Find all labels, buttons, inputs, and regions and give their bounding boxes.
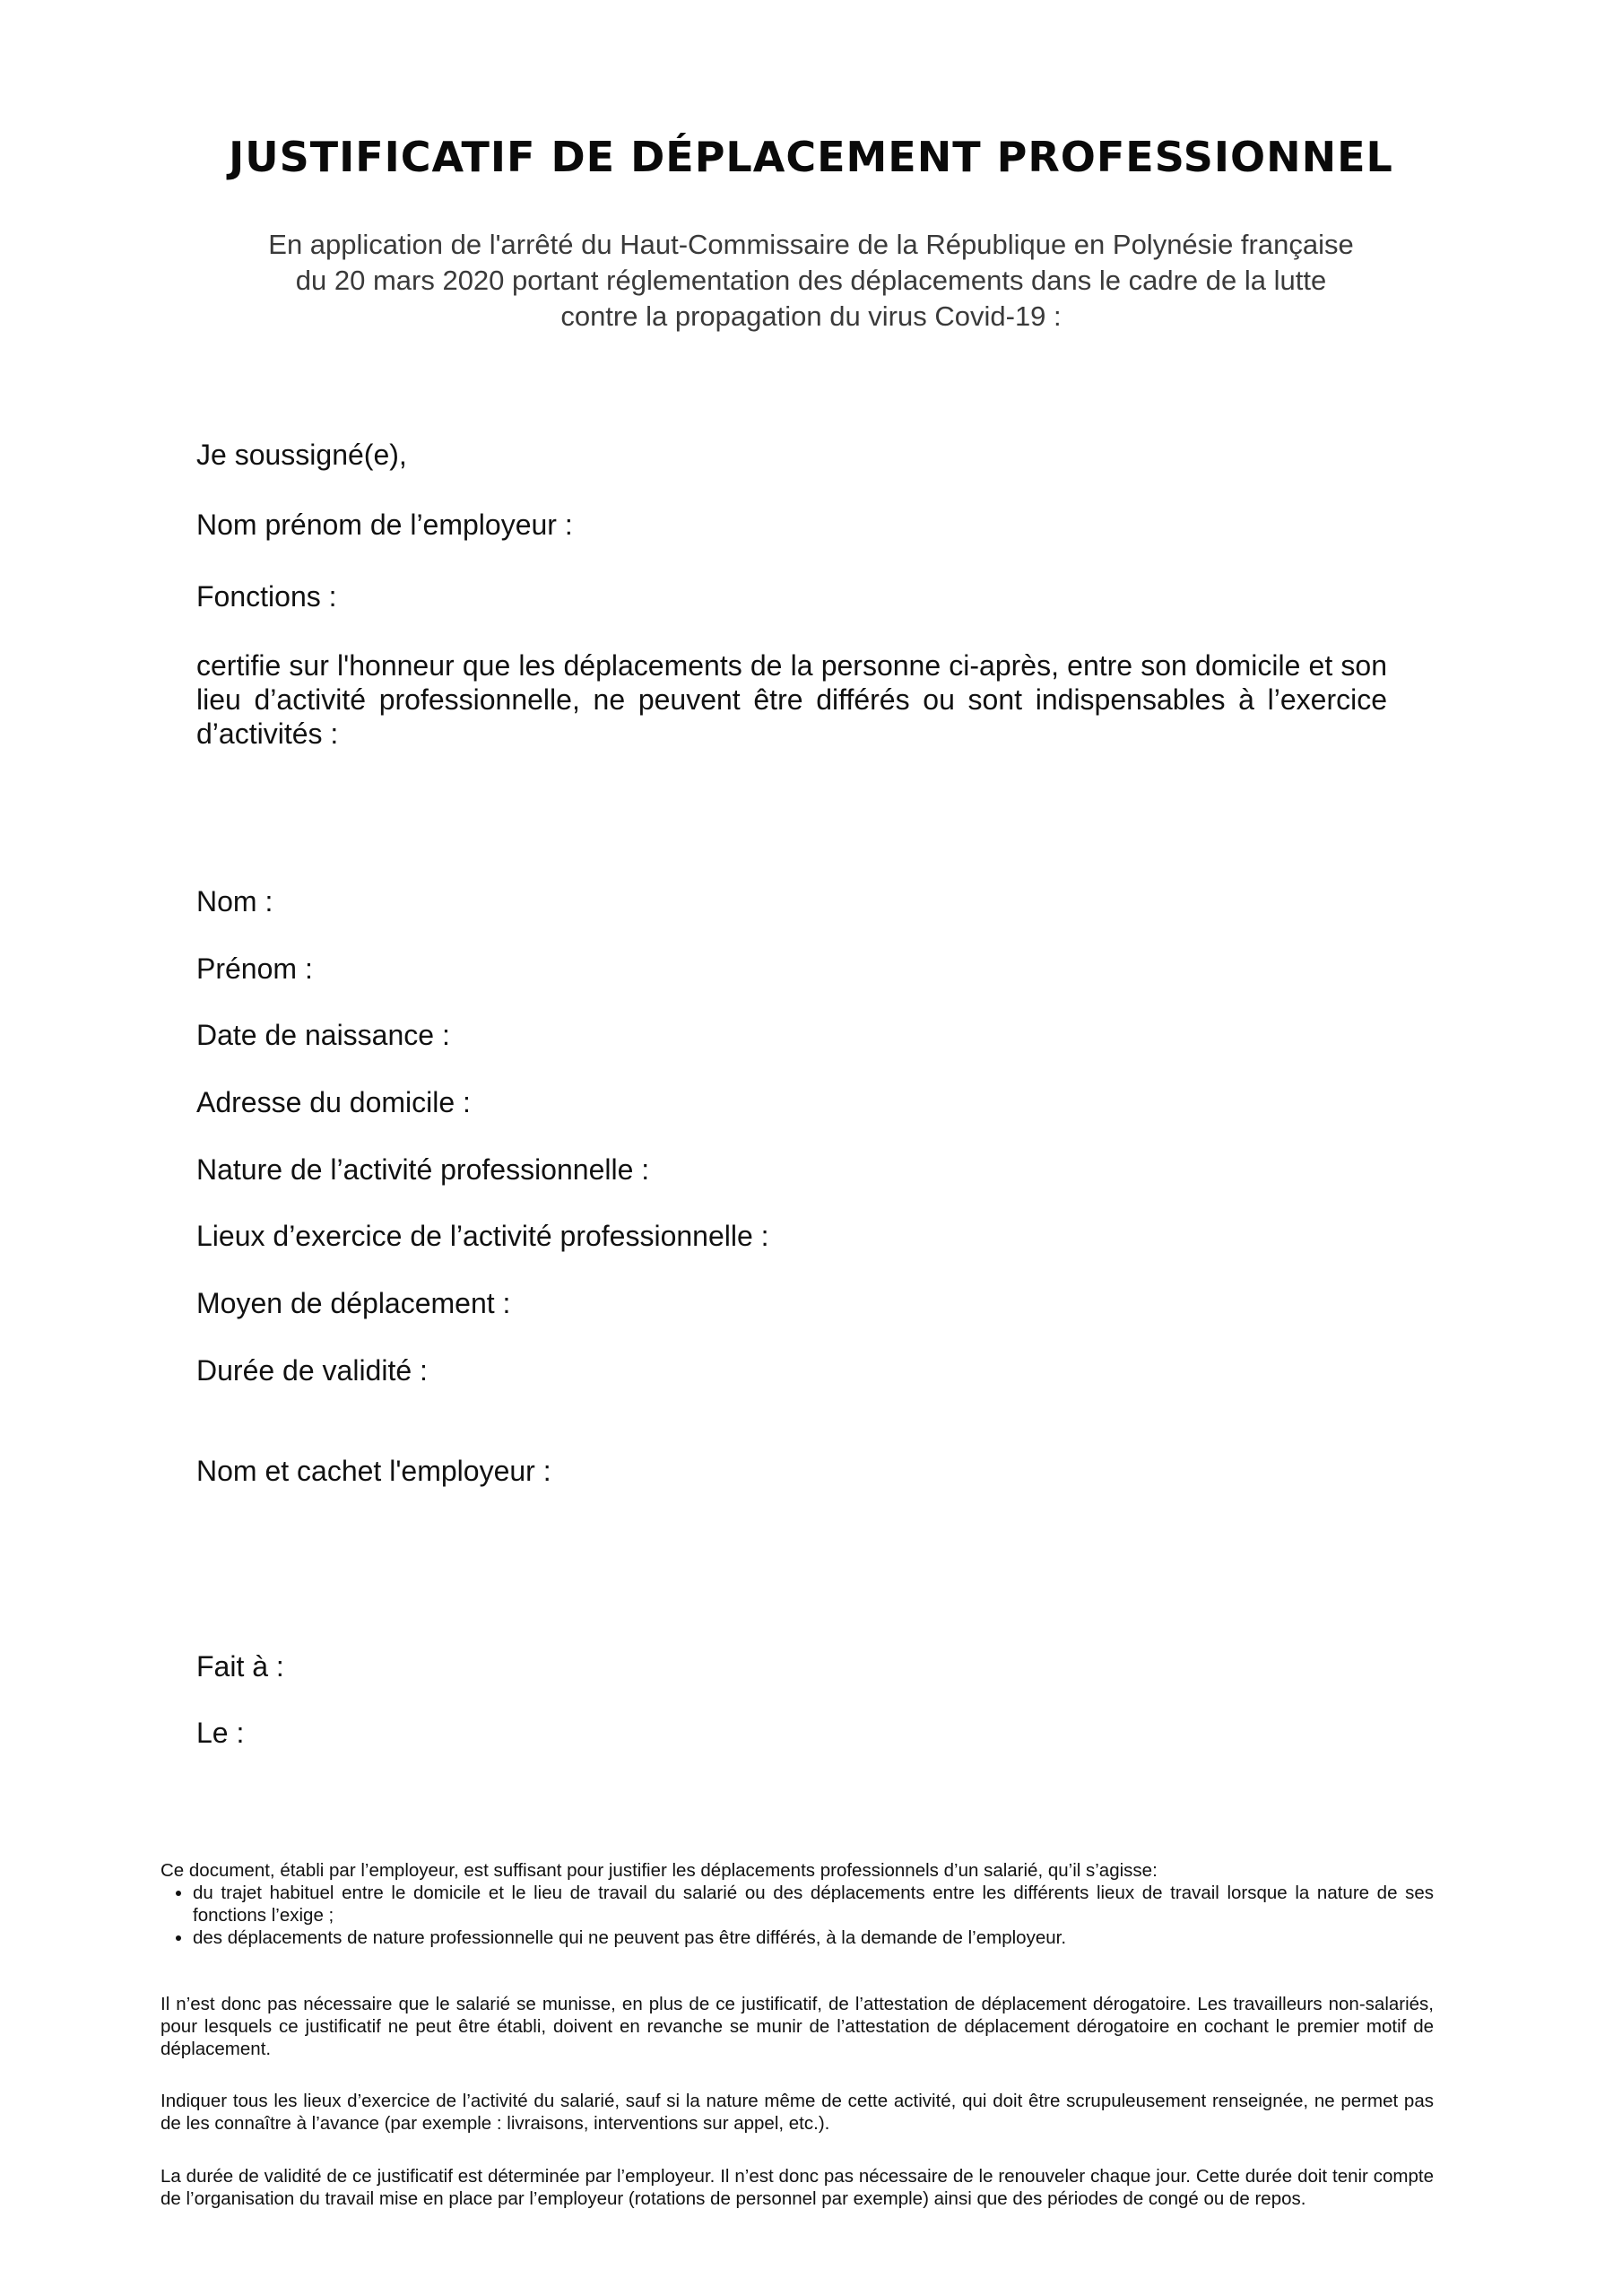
notes-paragraph-validity: La durée de validité de ce justificatif est déterminée par l’employeur. Il n’est donc pas nécessaire de le renouveler chaque jour. Cette durée doit tenir compte de l’organisation du travail mise en place par l’employeur (rotations de personnel par exemple) ainsi que des périodes de congé ou de repos. (160, 2166, 1434, 2209)
employee-address-label: Adresse du domicile : (196, 1086, 471, 1118)
activity-places-label: Lieux d’exercice de l’activité professionnelle : (196, 1220, 769, 1252)
notes-bullet-list (160, 1882, 1434, 1949)
subtitle-line: contre la propagation du virus Covid-19 : (560, 300, 1062, 332)
notes-intro: Ce document, établi par l’employeur, est suffisant pour justifier les déplacements professionnels d’un salarié, qu’il s’agisse: (160, 1860, 1158, 1881)
validity-label: Durée de validité : (196, 1354, 428, 1387)
notes-intro-block (160, 1859, 1434, 1949)
subtitle-line: En application de l'arrêté du Haut-Commissaire de la République en Polynésie française (268, 229, 1354, 260)
employer-stamp-label: Nom et cachet l'employeur : (196, 1455, 551, 1487)
certification-text: certifie sur l'honneur que les déplacements de la personne ci-après, entre son domicile et son lieu d’activité professionnelle, ne peuvent être différés ou sont indispensables à l’exercice d’activités : (196, 649, 1387, 750)
undersigned-label: Je soussigné(e), (196, 439, 407, 471)
list-item: • du trajet habituel entre le domicile et le lieu de travail du salarié ou des déplacements entre les différents lieux de travail lorsque la nature de ses fonctions l’exige ; (193, 1882, 1434, 1926)
notes-paragraph (160, 2165, 1434, 2210)
document-title: JUSTIFICATIF DE DÉPLACEMENT PROFESSIONNEL (229, 133, 1393, 181)
notes-paragraph (160, 1993, 1434, 2060)
document-subtitle (0, 227, 1622, 335)
notes-paragraph-places: Indiquer tous les lieux d’exercice de l’activité du salarié, sauf si la nature même de cette activité, qui doit être scrupuleusement renseignée, ne permet pas de les connaître à l’avance (par exemple : livraisons, interventions sur appel, etc.). (160, 2091, 1434, 2134)
employee-first-name-label: Prénom : (196, 952, 313, 985)
notes-paragraph-attestation: Il n’est donc pas nécessaire que le salarié se munisse, en plus de ce justificatif, de l’attestation de déplacement dérogatoire. Les travailleurs non-salariés, pour lesquels ce justificatif ne peut être établi, doivent en revanche se munir de l’attestation de déplacement dérogatoire en cochant le premier motif de déplacement. (160, 1994, 1434, 2059)
employer-functions-label: Fonctions : (196, 580, 337, 613)
place-label: Fait à : (196, 1650, 284, 1683)
date-label: Le : (196, 1717, 245, 1749)
list-item: • des déplacements de nature professionnelle qui ne peuvent pas être différés, à la demande de l’employeur. (193, 1926, 1434, 1949)
employee-last-name-label: Nom : (196, 885, 273, 918)
transport-label: Moyen de déplacement : (196, 1287, 511, 1319)
notes-paragraph (160, 2090, 1434, 2135)
employer-name-label: Nom prénom de l’employeur : (196, 509, 573, 541)
activity-nature-label: Nature de l’activité professionnelle : (196, 1153, 650, 1186)
subtitle-line: du 20 mars 2020 portant réglementation des déplacements dans le cadre de la lutte (295, 265, 1327, 296)
employee-birth-date-label: Date de naissance : (196, 1019, 450, 1051)
